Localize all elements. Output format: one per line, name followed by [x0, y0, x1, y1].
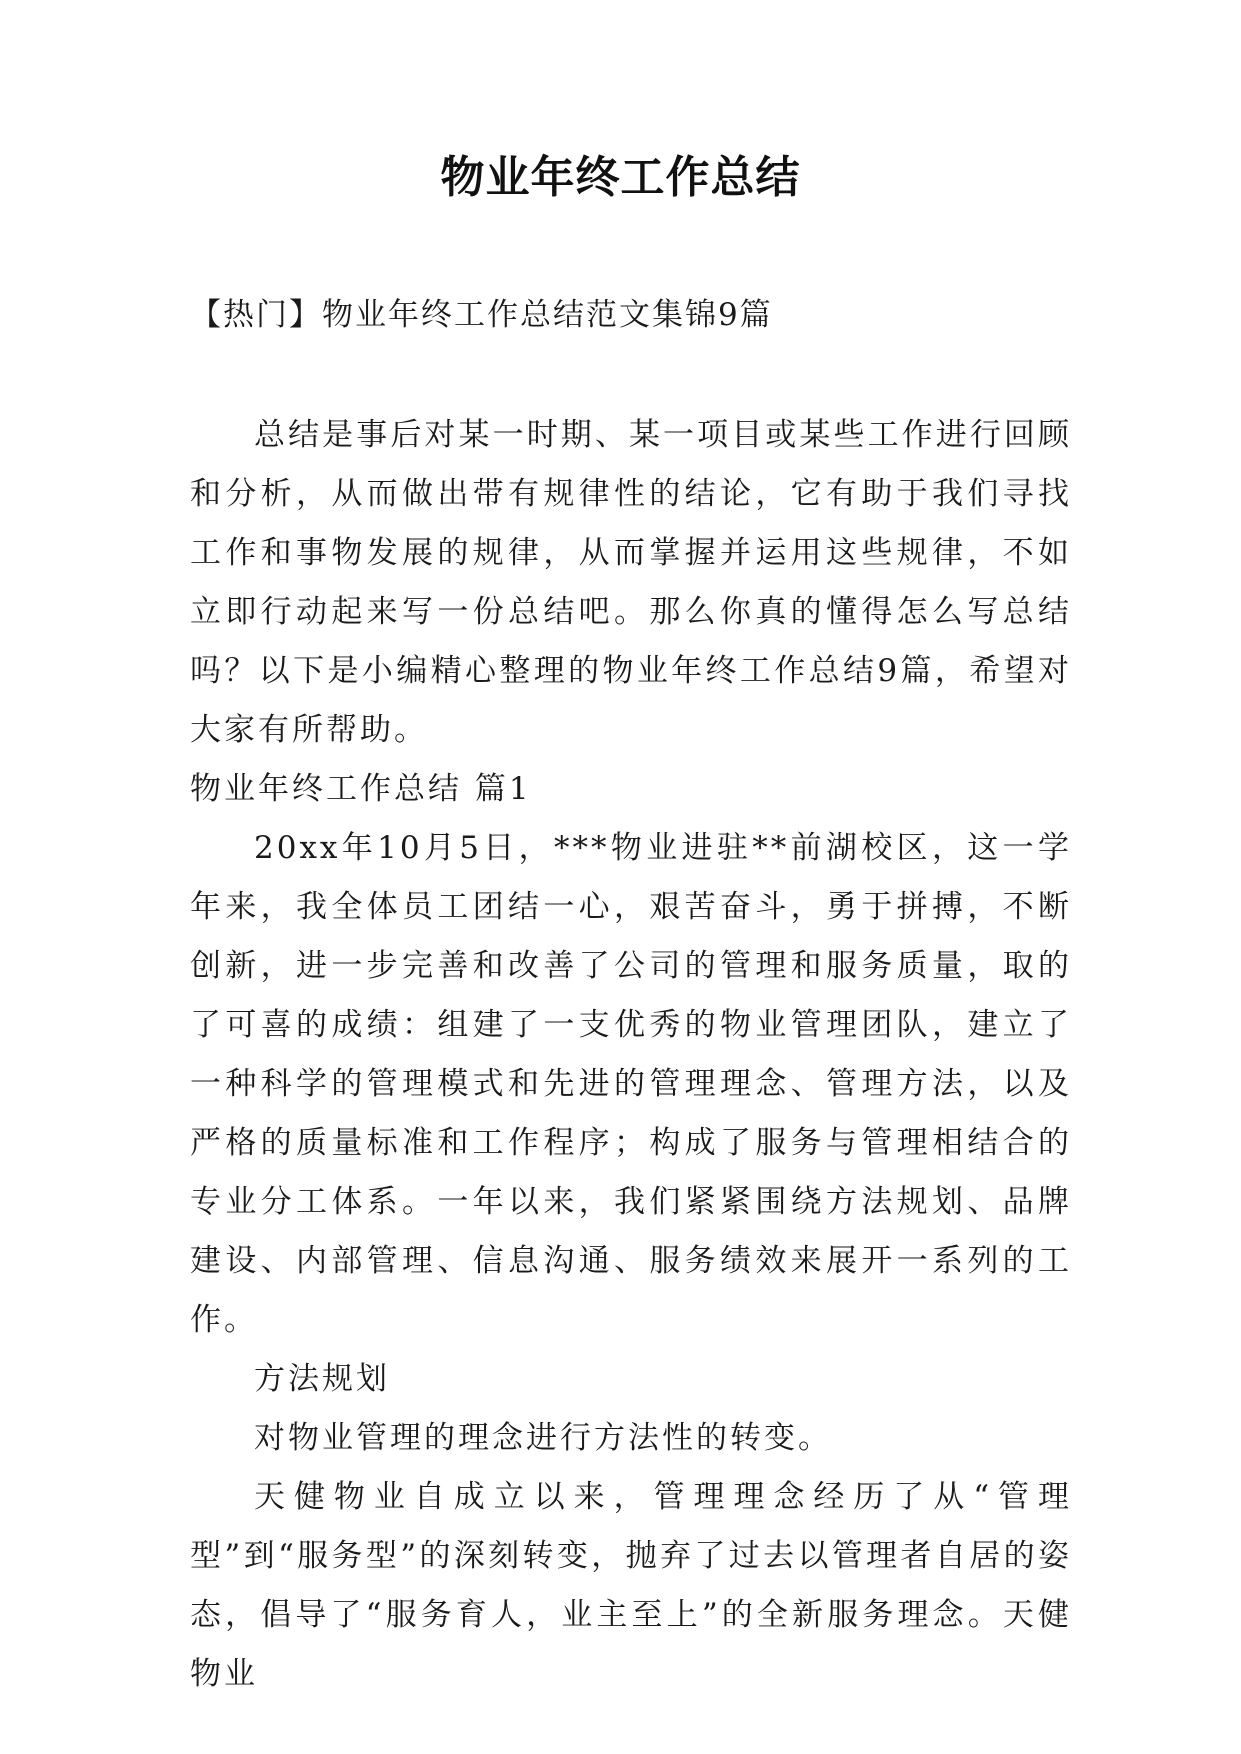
section-heading: 物业年终工作总结 篇1	[190, 771, 532, 807]
body-paragraph: 20xx年10月5日，***物业进驻**前湖校区，这一学年来，我全体员工团结一心，艰苦奋斗，勇于拼搏，不断创新，进一步完善和改善了公司的管理和服务质量，取的了可喜的成绩：组建了一支优秀的物业管理团队，建立了一种科学的管理模式和先进的管理理念、管理方法，以及严格的质量标准和工作程序；构成了服务与管理相结合的专业分工体系。一年以来，我们紧紧围绕方法规划、品牌建设、内部管理、信息沟通、服务绩效来展开一系列的工作。	[190, 830, 1072, 1338]
intro-paragraph: 总结是事后对某一时期、某一项目或某些工作进行回顾和分析，从而做出带有规律性的结论，它有助于我们寻找工作和事物发展的规律，从而掌握并运用这些规律，不如立即行动起来写一份总结吧。那么你真的懂得怎么写总结吗？以下是小编精心整理的物业年终工作总结9篇，希望对大家有所帮助。	[190, 417, 1072, 748]
subsection-heading: 方法规划	[254, 1361, 390, 1397]
document-subtitle: 【热门】物业年终工作总结范文集锦9篇	[190, 297, 773, 333]
body-paragraph: 对物业管理的理念进行方法性的转变。	[254, 1420, 832, 1456]
document-body	[190, 406, 1072, 1704]
document-title: 物业年终工作总结	[440, 152, 801, 203]
body-paragraph: 天健物业自成立以来，管理理念经历了从“管理型”到“服务型”的深刻转变，抛弃了过去以管理者自居的姿态，倡导了“服务育人，业主至上”的全新服务理念。天健物业	[190, 1479, 1072, 1692]
